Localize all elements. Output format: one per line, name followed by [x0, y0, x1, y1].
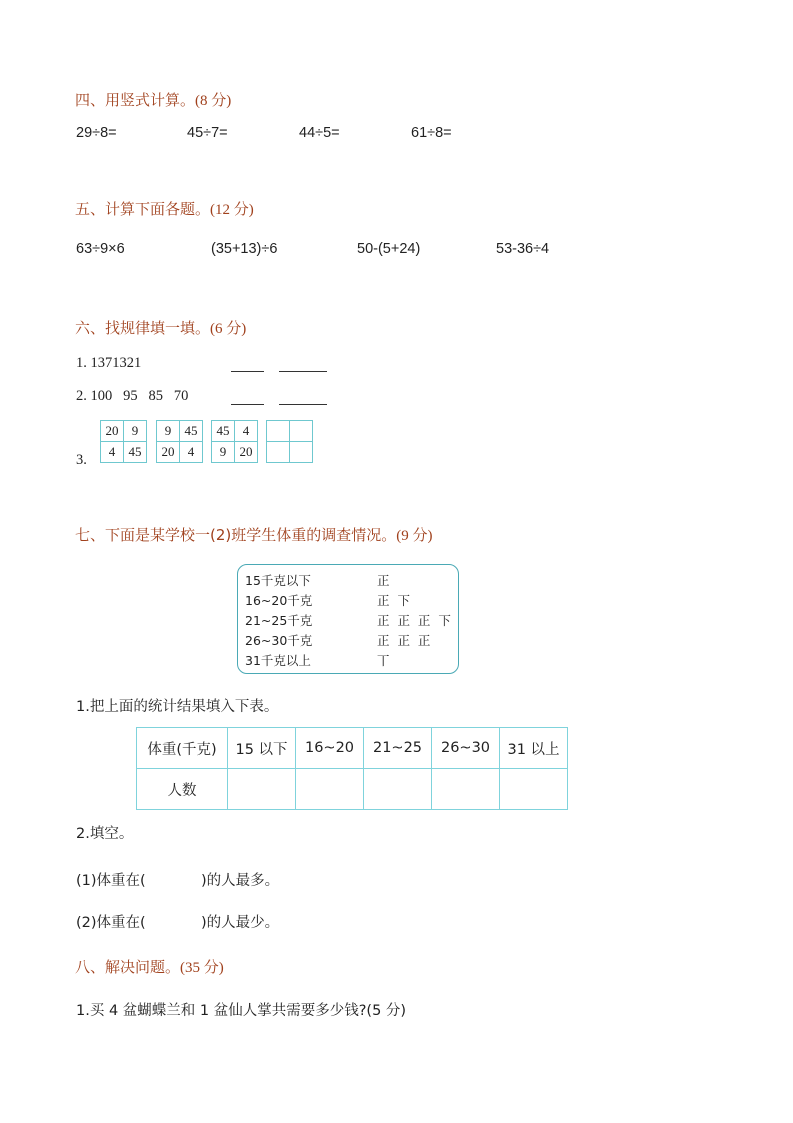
tally-range: 21~25千克 [245, 613, 313, 628]
section-4-title: 四、用竖式计算。 [75, 91, 196, 109]
fill-in-most: (1)体重在( )的人最多。 [76, 873, 280, 889]
tally-range: 26~30千克 [245, 633, 313, 648]
grid-cell: 4 [235, 421, 258, 442]
problem-5-1: 63÷9×6 [76, 241, 125, 257]
section-5-score: (12 分) [210, 202, 254, 218]
tally-range: 15千克以下 [245, 573, 311, 588]
fill-in-least: (2)体重在( )的人最少。 [76, 915, 280, 931]
section-5-heading [75, 198, 254, 219]
grid-answer-cell[interactable] [267, 442, 290, 463]
tally-range: 16~20千克 [245, 593, 313, 608]
grid-cell: 20 [157, 442, 180, 463]
number-grid-answer[interactable] [266, 420, 313, 463]
table-header: 16~20 [296, 728, 364, 769]
grid-cell: 20 [235, 442, 258, 463]
number-grid-1 [100, 420, 147, 463]
grid-cell: 45 [180, 421, 203, 442]
grid-answer-cell[interactable] [290, 442, 313, 463]
table-input-cell[interactable] [500, 769, 568, 810]
section-7-question-1: 1.把上面的统计结果填入下表。 [76, 699, 279, 715]
pattern-question-3-label: 3. [76, 452, 87, 468]
problem-4-4: 61÷8= [411, 125, 452, 141]
grid-cell: 45 [124, 442, 147, 463]
table-input-cell[interactable] [364, 769, 432, 810]
problem-4-2: 45÷7= [187, 125, 228, 141]
section-8-heading [75, 956, 224, 977]
grid-cell: 9 [212, 442, 235, 463]
answer-blank[interactable] [231, 390, 264, 405]
section-7-score: (9 分) [396, 528, 433, 544]
section-6-title: 六、找规律填一填。 [75, 319, 211, 337]
table-header: 31 以上 [500, 728, 568, 769]
table-header: 体重(千克) [137, 728, 228, 769]
section-8-title: 八、解决问题。 [75, 958, 181, 976]
problem-4-1: 29÷8= [76, 125, 117, 141]
grid-cell: 9 [157, 421, 180, 442]
section-7-question-2: 2.填空。 [76, 826, 134, 842]
tally-mark: 正 [377, 573, 390, 588]
grid-cell: 4 [180, 442, 203, 463]
table-input-cell[interactable] [432, 769, 500, 810]
number-grid-2 [156, 420, 203, 463]
problem-4-3: 44÷5= [299, 125, 340, 141]
table-header: 21~25 [364, 728, 432, 769]
grid-cell: 9 [124, 421, 147, 442]
grid-answer-cell[interactable] [267, 421, 290, 442]
problem-5-2: (35+13)÷6 [211, 241, 278, 257]
table-input-cell[interactable] [296, 769, 364, 810]
answer-blank[interactable] [279, 357, 327, 372]
tally-mark: 正 下 [377, 593, 410, 608]
section-7-heading [75, 524, 433, 545]
answer-blank[interactable] [231, 357, 264, 372]
section-6-score: (6 分) [210, 321, 247, 337]
table-header: 15 以下 [228, 728, 296, 769]
problem-5-3: 50-(5+24) [357, 241, 421, 257]
section-4-heading [75, 89, 231, 110]
section-8-question-1: 1.买 4 盆蝴蝶兰和 1 盆仙人掌共需要多少钱?(5 分) [76, 1003, 407, 1019]
tally-mark: 正 正 正 下 [377, 613, 451, 628]
section-5-title: 五、计算下面各题。 [75, 200, 211, 218]
grid-cell: 4 [101, 442, 124, 463]
section-8-score: (35 分) [180, 960, 224, 976]
grid-cell: 45 [212, 421, 235, 442]
table-row-label: 人数 [137, 769, 228, 810]
section-4-score: (8 分) [195, 93, 232, 109]
grid-answer-cell[interactable] [290, 421, 313, 442]
table-header: 26~30 [432, 728, 500, 769]
answer-blank[interactable] [279, 390, 327, 405]
pattern-question-2: 2. 100 95 85 70 [76, 388, 189, 404]
pattern-question-1: 1. 1371321 [76, 355, 142, 371]
weight-table [136, 727, 568, 810]
tally-range: 31千克以上 [245, 653, 311, 668]
table-input-cell[interactable] [228, 769, 296, 810]
number-grid-3 [211, 420, 258, 463]
tally-mark: 正 正 正 [377, 633, 431, 648]
tally-mark: 丅 [377, 653, 390, 668]
grid-cell: 20 [101, 421, 124, 442]
section-6-heading [75, 317, 246, 338]
problem-5-4: 53-36÷4 [496, 241, 550, 257]
section-7-title: 七、下面是某学校一(2)班学生体重的调查情况。 [75, 526, 397, 544]
